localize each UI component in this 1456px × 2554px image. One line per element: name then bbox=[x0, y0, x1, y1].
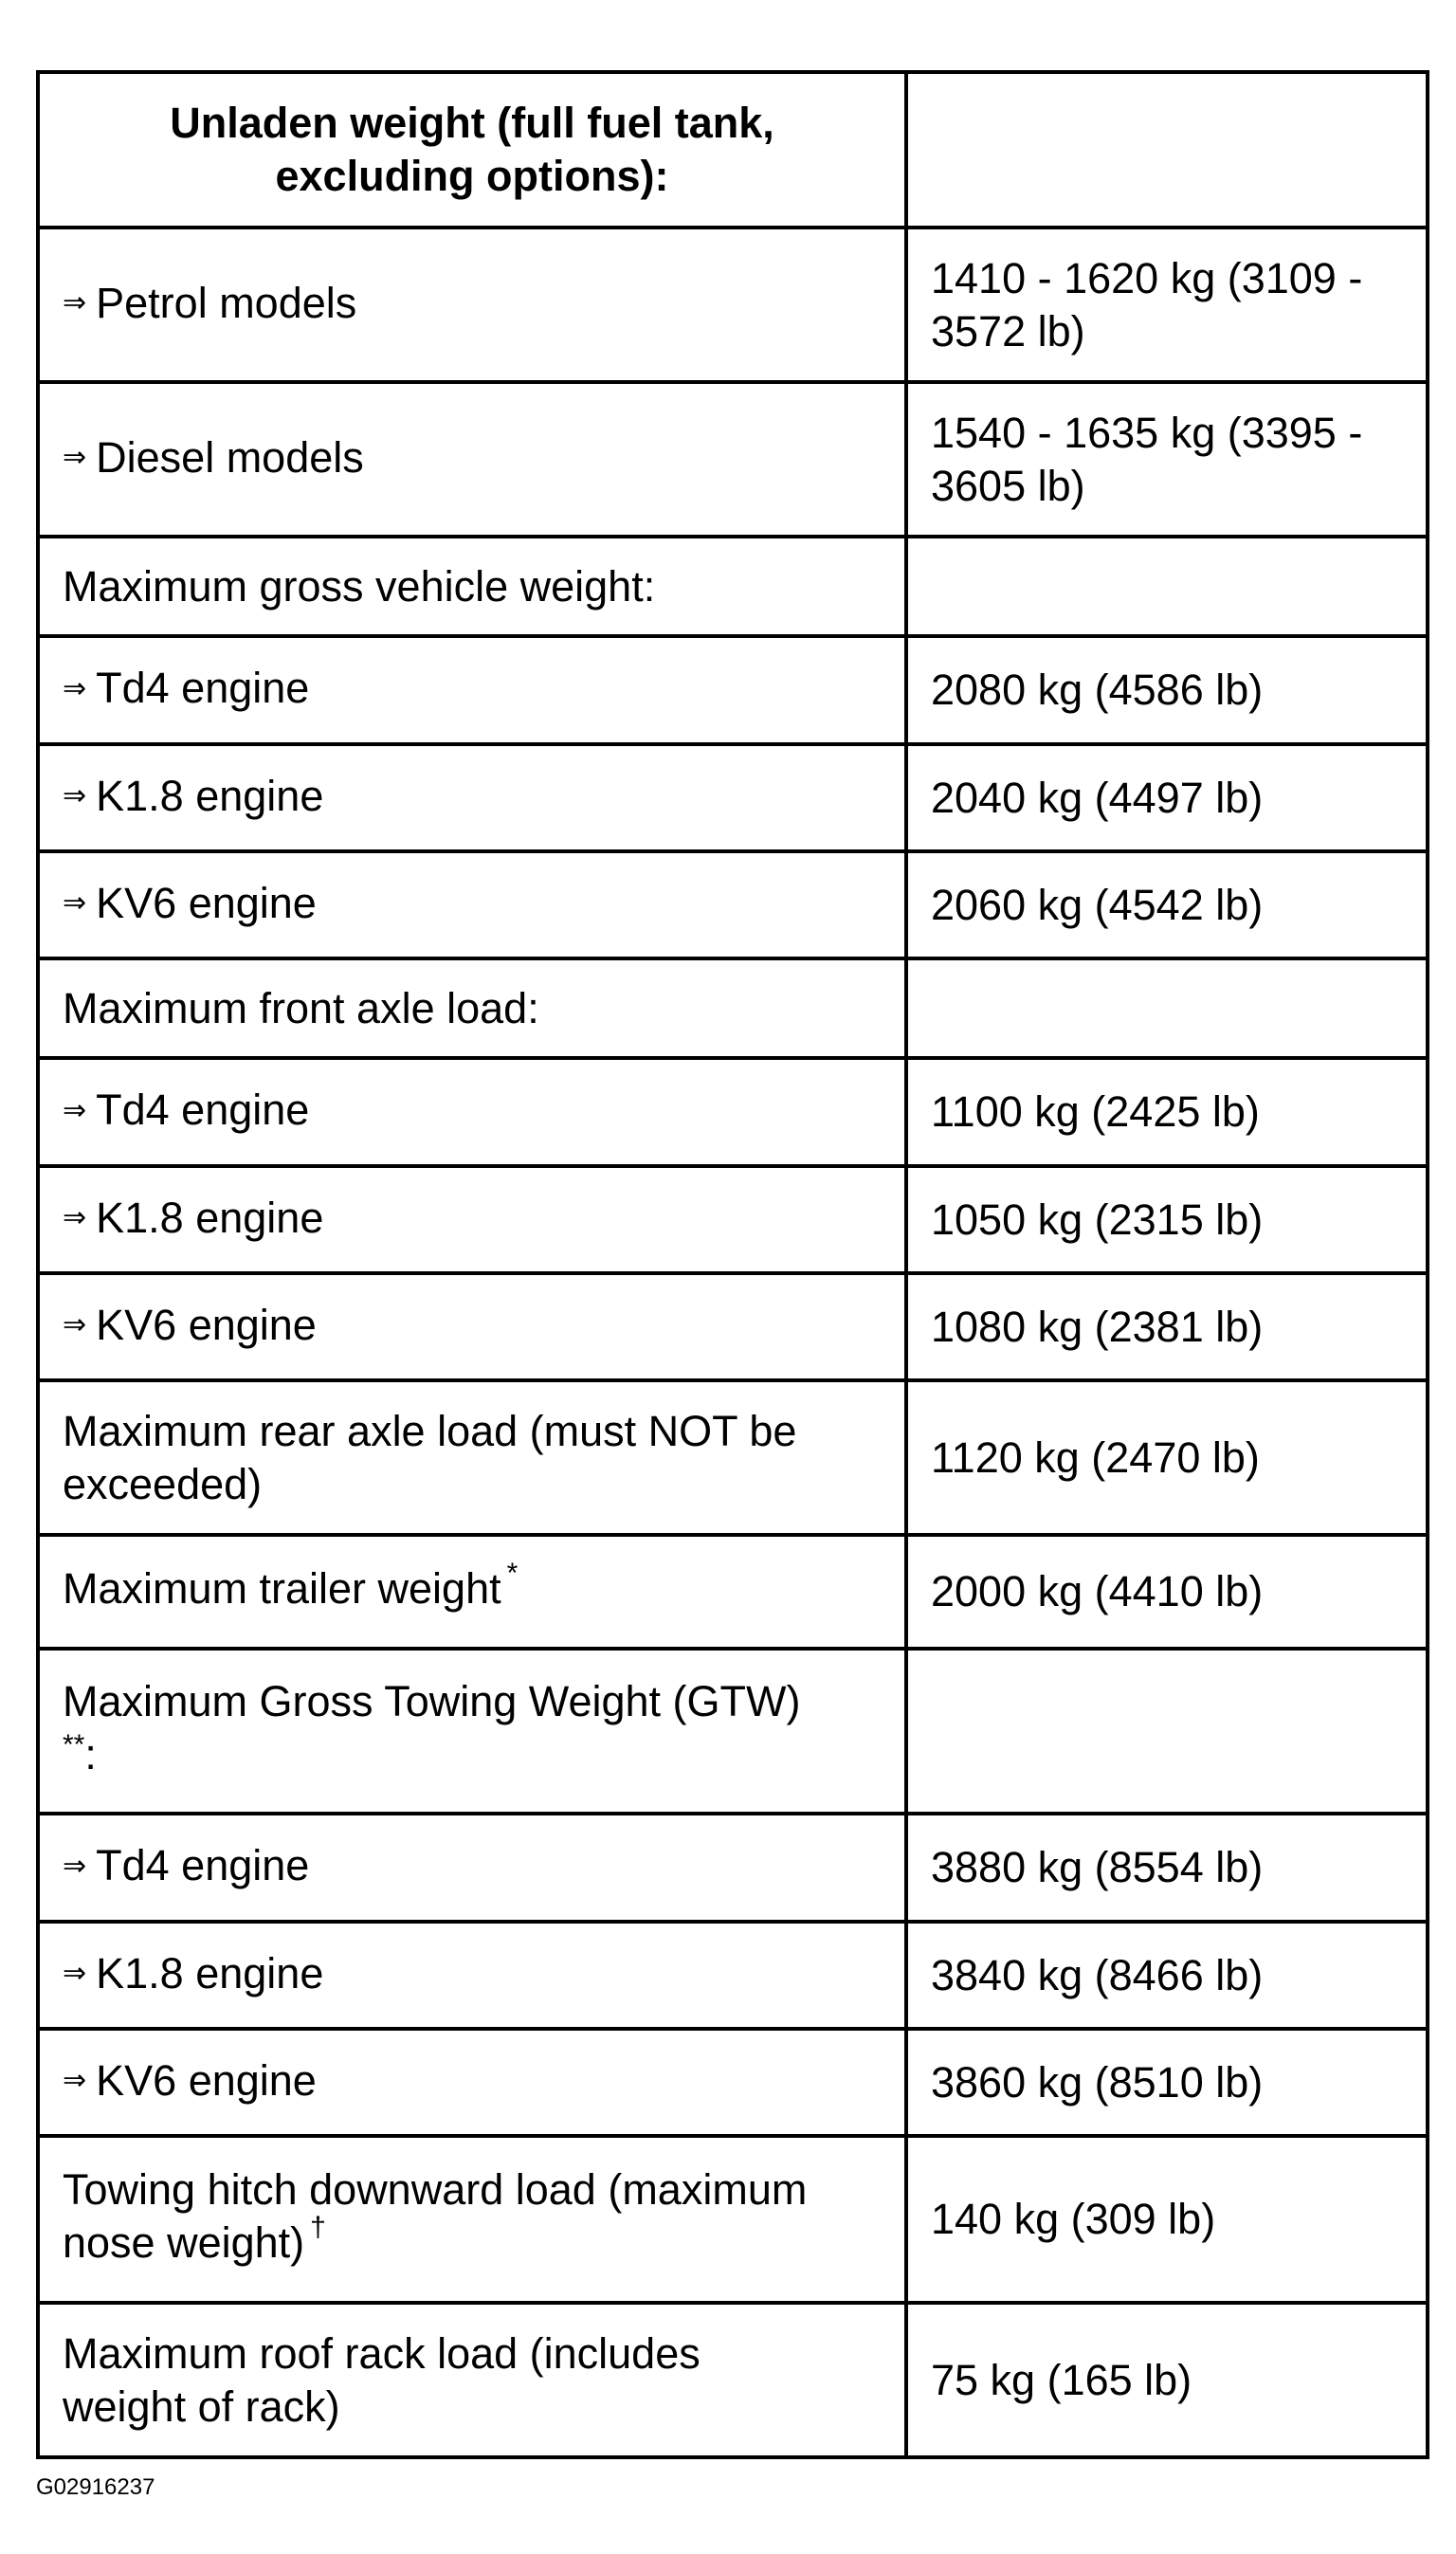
row-value: 2040 kg (4497 lb) bbox=[906, 744, 1428, 851]
vehicle-weights-table bbox=[36, 70, 1429, 2459]
table-row bbox=[38, 744, 1428, 851]
row-value: 75 kg (165 lb) bbox=[906, 2303, 1428, 2457]
table-row bbox=[38, 636, 1428, 744]
row-label bbox=[38, 1058, 906, 1166]
arrow-icon: ⇒ bbox=[63, 780, 87, 812]
row-label-text: Maximum rear axle load (must NOT be exceeded) bbox=[63, 1406, 797, 1508]
arrow-icon: ⇒ bbox=[63, 1850, 87, 1882]
row-label-text: Maximum trailer weight bbox=[63, 1564, 501, 1613]
table-row bbox=[38, 1535, 1428, 1649]
arrow-icon: ⇒ bbox=[63, 442, 87, 474]
row-label bbox=[38, 1380, 906, 1535]
arrow-icon: ⇒ bbox=[63, 672, 87, 704]
row-label bbox=[38, 2136, 906, 2303]
row-label-text: Diesel models bbox=[96, 432, 364, 482]
row-label-text: Maximum roof rack load (includes weight of rack) bbox=[63, 2328, 701, 2431]
arrow-icon: ⇒ bbox=[63, 287, 87, 319]
table-row bbox=[38, 382, 1428, 537]
table-row bbox=[38, 958, 1428, 1058]
row-label-text: K1.8 engine bbox=[96, 771, 324, 820]
row-label bbox=[38, 1166, 906, 1273]
row-value: 140 kg (309 lb) bbox=[906, 2136, 1428, 2303]
row-label-text: K1.8 engine bbox=[96, 1193, 324, 1242]
row-value: 3860 kg (8510 lb) bbox=[906, 2029, 1428, 2136]
row-value: 3840 kg (8466 lb) bbox=[906, 1922, 1428, 2029]
table-row bbox=[38, 1058, 1428, 1166]
figure-id: G02916237 bbox=[36, 2474, 155, 2500]
row-label-text: Towing hitch downward load (maximum nose weight) bbox=[63, 2165, 808, 2267]
row-value: 1540 - 1635 kg (3395 - 3605 lb) bbox=[906, 382, 1428, 537]
row-label bbox=[38, 1535, 906, 1649]
header-value bbox=[906, 72, 1428, 228]
row-label bbox=[38, 228, 906, 382]
table-row bbox=[38, 1814, 1428, 1922]
row-label-text: KV6 engine bbox=[96, 1300, 317, 1349]
table-row bbox=[38, 1273, 1428, 1380]
row-value: 1100 kg (2425 lb) bbox=[906, 1058, 1428, 1166]
arrow-icon: ⇒ bbox=[63, 1958, 87, 1990]
row-value: 1120 kg (2470 lb) bbox=[906, 1380, 1428, 1535]
row-value: 1410 - 1620 kg (3109 - 3572 lb) bbox=[906, 228, 1428, 382]
row-label bbox=[38, 744, 906, 851]
row-label bbox=[38, 636, 906, 744]
table-row bbox=[38, 1649, 1428, 1814]
arrow-icon: ⇒ bbox=[63, 887, 87, 920]
table-row bbox=[38, 1922, 1428, 2029]
row-label-suffix: : bbox=[84, 1730, 97, 1779]
row-label: Maximum front axle load: bbox=[38, 958, 906, 1058]
table-row bbox=[38, 2136, 1428, 2303]
row-label bbox=[38, 1922, 906, 2029]
row-label-text: K1.8 engine bbox=[96, 1948, 324, 1998]
row-label-text: Td4 engine bbox=[96, 1841, 310, 1890]
arrow-icon: ⇒ bbox=[63, 2065, 87, 2097]
header-label-text: Unladen weight (full fuel tank, excluding options): bbox=[170, 99, 774, 200]
row-value bbox=[906, 1649, 1428, 1814]
footnote-marker: ** bbox=[63, 1729, 85, 1760]
table-row bbox=[38, 1380, 1428, 1535]
row-label bbox=[38, 1649, 906, 1814]
header-label bbox=[38, 72, 906, 228]
row-value: 2060 kg (4542 lb) bbox=[906, 851, 1428, 958]
table-header-row bbox=[38, 72, 1428, 228]
footnote-marker: † bbox=[310, 2212, 326, 2243]
row-value: 1050 kg (2315 lb) bbox=[906, 1166, 1428, 1273]
table-row bbox=[38, 1166, 1428, 1273]
arrow-icon: ⇒ bbox=[63, 1309, 87, 1341]
footnote-marker: * bbox=[506, 1558, 519, 1589]
row-label: Maximum gross vehicle weight: bbox=[38, 537, 906, 636]
row-label-text: KV6 engine bbox=[96, 2055, 317, 2105]
row-value: 2000 kg (4410 lb) bbox=[906, 1535, 1428, 1649]
row-label bbox=[38, 1273, 906, 1380]
row-value bbox=[906, 537, 1428, 636]
row-label bbox=[38, 2303, 906, 2457]
row-label-text: Td4 engine bbox=[96, 664, 310, 713]
row-label bbox=[38, 2029, 906, 2136]
table-row bbox=[38, 537, 1428, 636]
row-label-text: Td4 engine bbox=[96, 1085, 310, 1135]
row-value bbox=[906, 958, 1428, 1058]
table-row bbox=[38, 2303, 1428, 2457]
row-label-text: KV6 engine bbox=[96, 878, 317, 927]
arrow-icon: ⇒ bbox=[63, 1094, 87, 1126]
row-value: 3880 kg (8554 lb) bbox=[906, 1814, 1428, 1922]
row-label bbox=[38, 851, 906, 958]
table-row bbox=[38, 228, 1428, 382]
row-label-text: Petrol models bbox=[96, 278, 357, 327]
table-row bbox=[38, 851, 1428, 958]
row-label bbox=[38, 382, 906, 537]
table-row bbox=[38, 2029, 1428, 2136]
arrow-icon: ⇒ bbox=[63, 1202, 87, 1234]
row-value: 2080 kg (4586 lb) bbox=[906, 636, 1428, 744]
row-value: 1080 kg (2381 lb) bbox=[906, 1273, 1428, 1380]
row-label-text: Maximum Gross Towing Weight (GTW) bbox=[63, 1677, 801, 1725]
row-label bbox=[38, 1814, 906, 1922]
